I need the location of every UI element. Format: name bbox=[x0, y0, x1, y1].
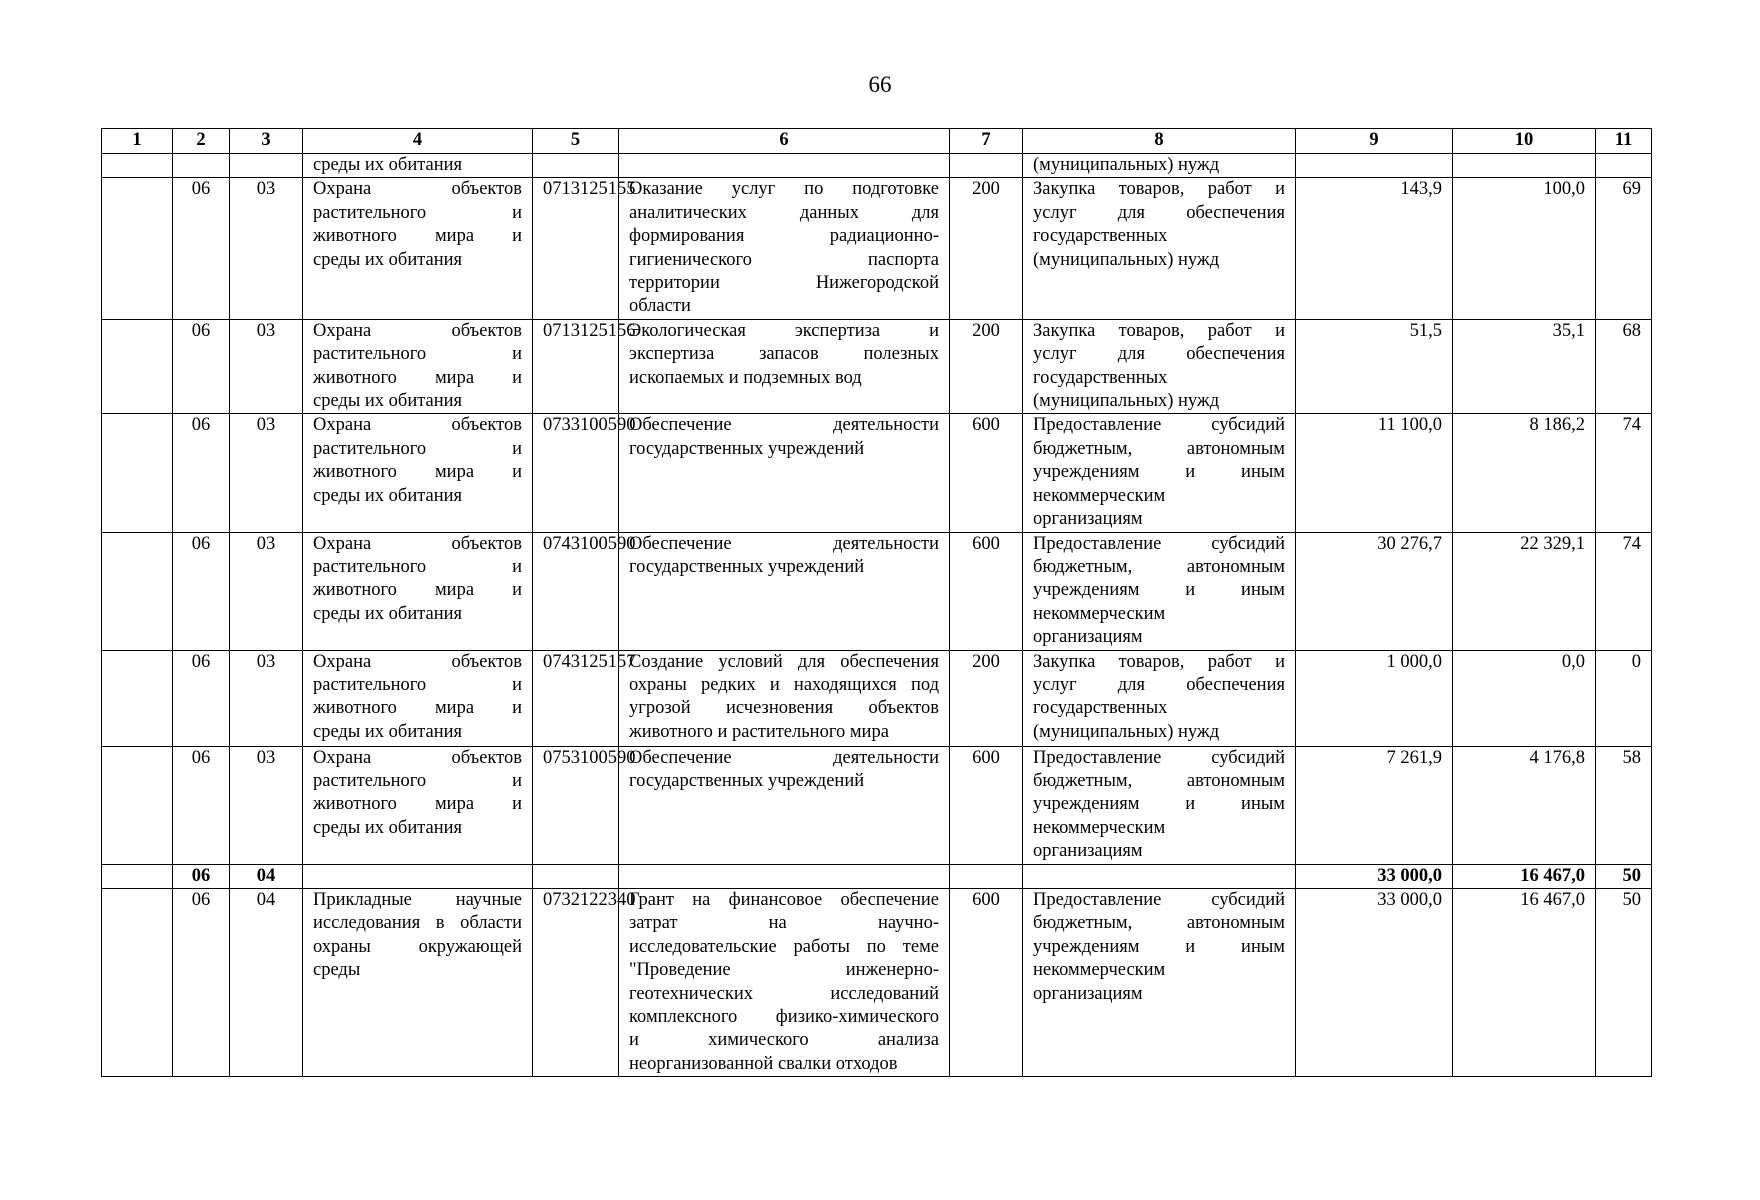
cell-line: "Проведение инженерно- bbox=[629, 960, 939, 981]
cell-article-name bbox=[619, 178, 950, 319]
cell-line: исследования в области bbox=[313, 913, 522, 934]
cell-line: Охрана объектов bbox=[313, 320, 522, 341]
cell-percent: 74 bbox=[1596, 414, 1652, 532]
cell-expense-type-name bbox=[1023, 414, 1296, 532]
cell-expense-type-name bbox=[1023, 888, 1296, 1076]
cell-line: (муниципальных) нужд bbox=[1033, 155, 1220, 175]
cell-section: 06 bbox=[173, 746, 230, 864]
cell-line: 5157 bbox=[598, 651, 636, 672]
cell-line: 0590 bbox=[598, 533, 636, 554]
cell-line: среды их обитания bbox=[313, 817, 463, 838]
cell-line: государственных bbox=[1033, 226, 1168, 247]
cell-expense-type-name bbox=[1023, 864, 1296, 888]
cell-line: растительного и bbox=[313, 770, 522, 791]
cell-expense-type-name bbox=[1023, 650, 1296, 746]
table-row bbox=[102, 178, 1652, 319]
cell-col1 bbox=[102, 746, 173, 864]
cell-line: 5156 bbox=[598, 320, 636, 341]
cell-plan-amount: 51,5 bbox=[1296, 319, 1453, 414]
cell-line: Обеспечение деятельности bbox=[629, 747, 939, 768]
cell-expense-type bbox=[950, 154, 1023, 178]
cell-line: 071312 bbox=[543, 320, 599, 341]
cell-section bbox=[173, 154, 230, 178]
cell-target-article bbox=[533, 746, 636, 864]
cell-line: некоммерческим bbox=[1033, 485, 1166, 506]
cell-subsection: 03 bbox=[230, 414, 303, 532]
cell-section: 06 bbox=[173, 414, 230, 532]
cell-target-article bbox=[533, 650, 636, 746]
cell-line: Предоставление субсидий bbox=[1033, 533, 1285, 554]
cell-subsection-name bbox=[303, 178, 533, 319]
cell-line: 073310 bbox=[543, 415, 599, 436]
cell-line: животного мира и bbox=[313, 462, 522, 483]
table-row bbox=[102, 532, 1652, 650]
cell-line: 5155 bbox=[598, 179, 636, 200]
column-header-row bbox=[102, 129, 1652, 154]
cell-article-name bbox=[619, 414, 950, 532]
cell-plan-amount bbox=[1296, 154, 1453, 178]
cell-percent: 74 bbox=[1596, 532, 1652, 650]
cell-executed-amount: 16 467,0 bbox=[1453, 888, 1596, 1076]
cell-plan-amount: 1 000,0 bbox=[1296, 650, 1453, 746]
cell-expense-type: 200 bbox=[950, 319, 1023, 414]
cell-line: охраны окружающей bbox=[313, 936, 522, 957]
cell-section: 06 bbox=[173, 888, 230, 1076]
cell-line: некоммерческим bbox=[1033, 960, 1166, 981]
cell-line: Закупка товаров, работ и bbox=[1033, 320, 1285, 341]
cell-line: экспертиза запасов полезных bbox=[629, 344, 939, 365]
cell-line: угрозой исчезновения объектов bbox=[629, 698, 939, 719]
cell-expense-type-name bbox=[1023, 532, 1296, 650]
cell-line: Грант на финансовое обеспечение bbox=[629, 889, 939, 910]
cell-expense-type: 600 bbox=[950, 746, 1023, 864]
cell-subsection bbox=[230, 154, 303, 178]
cell-line: растительного и bbox=[313, 674, 522, 695]
cell-line: 074310 bbox=[543, 533, 599, 554]
cell-line: среды их обитания bbox=[313, 485, 463, 506]
column-header: 1 bbox=[102, 129, 173, 154]
table-row bbox=[102, 864, 1652, 888]
cell-expense-type: 600 bbox=[950, 414, 1023, 532]
cell-line: 2340 bbox=[598, 889, 636, 910]
cell-line: бюджетным, автономным bbox=[1033, 913, 1285, 934]
cell-line: организациям bbox=[1033, 627, 1143, 648]
cell-line: некоммерческим bbox=[1033, 603, 1166, 624]
column-header: 10 bbox=[1453, 129, 1596, 154]
cell-line: Закупка товаров, работ и bbox=[1033, 179, 1285, 200]
table-row bbox=[102, 746, 1652, 864]
cell-line: растительного и bbox=[313, 438, 522, 459]
cell-percent bbox=[1596, 154, 1652, 178]
cell-target-article bbox=[533, 414, 636, 532]
cell-line: бюджетным, автономным bbox=[1033, 438, 1285, 459]
cell-plan-amount: 33 000,0 bbox=[1296, 888, 1453, 1076]
cell-subsection-name bbox=[303, 864, 533, 888]
cell-executed-amount: 100,0 bbox=[1453, 178, 1596, 319]
cell-line: гигиенического паспорта bbox=[629, 249, 939, 270]
cell-line: государственных учреждений bbox=[629, 556, 865, 577]
cell-line: среды их обитания bbox=[313, 603, 463, 624]
cell-subsection: 03 bbox=[230, 746, 303, 864]
cell-line: области bbox=[629, 296, 691, 317]
cell-percent: 68 bbox=[1596, 319, 1652, 414]
column-header: 11 bbox=[1596, 129, 1652, 154]
cell-line: Предоставление субсидий bbox=[1033, 415, 1285, 436]
cell-line: животного мира и bbox=[313, 794, 522, 815]
cell-executed-amount bbox=[1453, 154, 1596, 178]
cell-article-name bbox=[619, 864, 950, 888]
cell-line: организациям bbox=[1033, 841, 1143, 862]
cell-line: животного мира и bbox=[313, 698, 522, 719]
cell-plan-amount: 143,9 bbox=[1296, 178, 1453, 319]
cell-line: охраны редких и находящихся под bbox=[629, 674, 939, 695]
cell-line: бюджетным, автономным bbox=[1033, 556, 1285, 577]
cell-line: учреждениям и иным bbox=[1033, 936, 1285, 957]
cell-line: Предоставление субсидий bbox=[1033, 747, 1285, 768]
table-row bbox=[102, 650, 1652, 746]
cell-expense-type-name bbox=[1023, 746, 1296, 864]
column-header: 6 bbox=[619, 129, 950, 154]
column-header: 9 bbox=[1296, 129, 1453, 154]
cell-line: комплексного физико-химического bbox=[629, 1007, 939, 1027]
cell-line: организациям bbox=[1033, 509, 1143, 530]
cell-line: услуг для обеспечения bbox=[1033, 344, 1285, 365]
cell-subsection: 04 bbox=[230, 888, 303, 1076]
cell-line: (муниципальных) нужд bbox=[1033, 721, 1220, 742]
cell-col1 bbox=[102, 154, 173, 178]
cell-line: животного мира и bbox=[313, 367, 522, 388]
cell-section: 06 bbox=[173, 864, 230, 888]
cell-line: среды их обитания bbox=[313, 721, 463, 742]
cell-line: организациям bbox=[1033, 983, 1143, 1004]
table-row bbox=[102, 888, 1652, 1076]
cell-article-name bbox=[619, 888, 950, 1076]
cell-line: государственных bbox=[1033, 698, 1168, 719]
cell-line: 0590 bbox=[598, 415, 636, 436]
cell-subsection-name bbox=[303, 414, 533, 532]
cell-line: среды их обитания bbox=[313, 249, 463, 270]
cell-col1 bbox=[102, 319, 173, 414]
cell-col1 bbox=[102, 650, 173, 746]
cell-line: Экологическая экспертиза и bbox=[629, 320, 939, 341]
cell-line: Обеспечение деятельности bbox=[629, 533, 939, 554]
cell-line: 071312 bbox=[543, 179, 599, 200]
cell-line: 075310 bbox=[543, 747, 599, 768]
cell-expense-type: 200 bbox=[950, 650, 1023, 746]
cell-section: 06 bbox=[173, 532, 230, 650]
column-header: 4 bbox=[303, 129, 533, 154]
cell-target-article bbox=[533, 178, 636, 319]
cell-line: некоммерческим bbox=[1033, 817, 1166, 838]
table-row bbox=[102, 319, 1652, 414]
cell-expense-type: 600 bbox=[950, 532, 1023, 650]
cell-executed-amount: 35,1 bbox=[1453, 319, 1596, 414]
cell-line: растительного и bbox=[313, 344, 522, 365]
cell-line: государственных учреждений bbox=[629, 770, 865, 791]
cell-col1 bbox=[102, 864, 173, 888]
cell-percent: 0 bbox=[1596, 650, 1652, 746]
cell-line: формирования радиационно- bbox=[629, 226, 939, 247]
cell-line: Обеспечение деятельности bbox=[629, 415, 939, 436]
column-header: 7 bbox=[950, 129, 1023, 154]
cell-executed-amount: 8 186,2 bbox=[1453, 414, 1596, 532]
cell-line: учреждениям и иным bbox=[1033, 462, 1285, 483]
cell-section: 06 bbox=[173, 178, 230, 319]
cell-line: 074312 bbox=[543, 651, 599, 672]
cell-target-article bbox=[533, 319, 636, 414]
cell-subsection-name bbox=[303, 319, 533, 414]
column-header: 8 bbox=[1023, 129, 1296, 154]
cell-line: среды их обитания bbox=[313, 155, 463, 175]
cell-line: (муниципальных) нужд bbox=[1033, 391, 1220, 412]
budget-table bbox=[101, 128, 1652, 1077]
cell-line: и химического анализа bbox=[629, 1030, 939, 1051]
cell-expense-type-name bbox=[1023, 319, 1296, 414]
cell-line: территории Нижегородской bbox=[629, 273, 939, 294]
cell-line: учреждениям и иным bbox=[1033, 580, 1285, 601]
cell-section: 06 bbox=[173, 650, 230, 746]
cell-subsection: 03 bbox=[230, 532, 303, 650]
column-header: 3 bbox=[230, 129, 303, 154]
cell-col1 bbox=[102, 414, 173, 532]
cell-executed-amount: 22 329,1 bbox=[1453, 532, 1596, 650]
cell-target-article bbox=[533, 154, 619, 178]
cell-subsection: 04 bbox=[230, 864, 303, 888]
table-row bbox=[102, 414, 1652, 532]
cell-plan-amount: 7 261,9 bbox=[1296, 746, 1453, 864]
cell-article-name bbox=[619, 650, 950, 746]
cell-subsection: 03 bbox=[230, 650, 303, 746]
cell-article-name bbox=[619, 746, 950, 864]
column-header: 2 bbox=[173, 129, 230, 154]
cell-target-article bbox=[533, 532, 636, 650]
cell-line: государственных учреждений bbox=[629, 438, 865, 459]
cell-line: животного мира и bbox=[313, 226, 522, 247]
cell-executed-amount: 4 176,8 bbox=[1453, 746, 1596, 864]
cell-line: исследовательские работы по теме bbox=[629, 936, 939, 957]
cell-expense-type-name bbox=[1023, 154, 1296, 178]
cell-expense-type: 600 bbox=[950, 888, 1023, 1076]
cell-line: государственных bbox=[1033, 367, 1168, 388]
cell-line: геотехнических исследований bbox=[629, 983, 939, 1004]
cell-line: учреждениям и иным bbox=[1033, 794, 1285, 815]
cell-line: растительного и bbox=[313, 202, 522, 223]
page-number: 66 bbox=[868, 72, 892, 97]
cell-line: Охрана объектов bbox=[313, 747, 522, 768]
cell-line: (муниципальных) нужд bbox=[1033, 249, 1220, 270]
cell-subsection: 03 bbox=[230, 319, 303, 414]
table-body bbox=[102, 154, 1652, 1077]
cell-executed-amount: 0,0 bbox=[1453, 650, 1596, 746]
cell-line: бюджетным, автономным bbox=[1033, 770, 1285, 791]
cell-executed-amount: 16 467,0 bbox=[1453, 864, 1596, 888]
cell-percent: 50 bbox=[1596, 888, 1652, 1076]
cell-line: Охрана объектов bbox=[313, 415, 522, 436]
cell-line: 0590 bbox=[598, 747, 636, 768]
cell-subsection-name bbox=[303, 532, 533, 650]
cell-line: Создание условий для обеспечения bbox=[629, 651, 939, 672]
cell-plan-amount: 11 100,0 bbox=[1296, 414, 1453, 532]
cell-line: животного и растительного мира bbox=[629, 721, 889, 742]
cell-target-article bbox=[533, 888, 636, 1076]
cell-line: животного мира и bbox=[313, 580, 522, 601]
cell-line: Предоставление субсидий bbox=[1033, 889, 1285, 910]
cell-expense-type-name bbox=[1023, 178, 1296, 319]
cell-line: среды bbox=[313, 960, 361, 981]
cell-article-name bbox=[619, 154, 950, 178]
cell-expense-type bbox=[950, 864, 1023, 888]
cell-line: Закупка товаров, работ и bbox=[1033, 651, 1285, 672]
cell-line: Прикладные научные bbox=[313, 889, 522, 910]
cell-plan-amount: 30 276,7 bbox=[1296, 532, 1453, 650]
cell-percent: 58 bbox=[1596, 746, 1652, 864]
cell-line: Охрана объектов bbox=[313, 533, 522, 554]
cell-col1 bbox=[102, 888, 173, 1076]
cell-line: среды их обитания bbox=[313, 391, 463, 412]
cell-subsection-name bbox=[303, 746, 533, 864]
cell-line: неорганизованной свалки отходов bbox=[629, 1053, 898, 1074]
cell-article-name bbox=[619, 319, 950, 414]
cell-line: затрат на научно- bbox=[629, 913, 939, 934]
cell-line: ископаемых и подземных вод bbox=[629, 367, 862, 388]
cell-section: 06 bbox=[173, 319, 230, 414]
cell-line: 073212 bbox=[543, 889, 599, 910]
cell-subsection-name bbox=[303, 888, 533, 1076]
cell-article-name bbox=[619, 532, 950, 650]
cell-line: услуг для обеспечения bbox=[1033, 202, 1285, 223]
cell-line: услуг для обеспечения bbox=[1033, 674, 1285, 695]
cell-subsection-name bbox=[303, 650, 533, 746]
cell-col1 bbox=[102, 532, 173, 650]
cell-line: Охрана объектов bbox=[313, 651, 522, 672]
cell-line: аналитических данных для bbox=[629, 202, 939, 223]
cell-percent: 69 bbox=[1596, 178, 1652, 319]
cell-subsection: 03 bbox=[230, 178, 303, 319]
cell-subsection-name bbox=[303, 154, 533, 178]
cell-line: Оказание услуг по подготовке bbox=[629, 179, 939, 200]
cell-expense-type: 200 bbox=[950, 178, 1023, 319]
cell-target-article bbox=[533, 864, 619, 888]
table-row bbox=[102, 154, 1652, 178]
cell-line: растительного и bbox=[313, 556, 522, 577]
cell-line: Охрана объектов bbox=[313, 179, 522, 200]
cell-col1 bbox=[102, 178, 173, 319]
column-header: 5 bbox=[533, 129, 619, 154]
cell-plan-amount: 33 000,0 bbox=[1296, 864, 1453, 888]
cell-percent: 50 bbox=[1596, 864, 1652, 888]
